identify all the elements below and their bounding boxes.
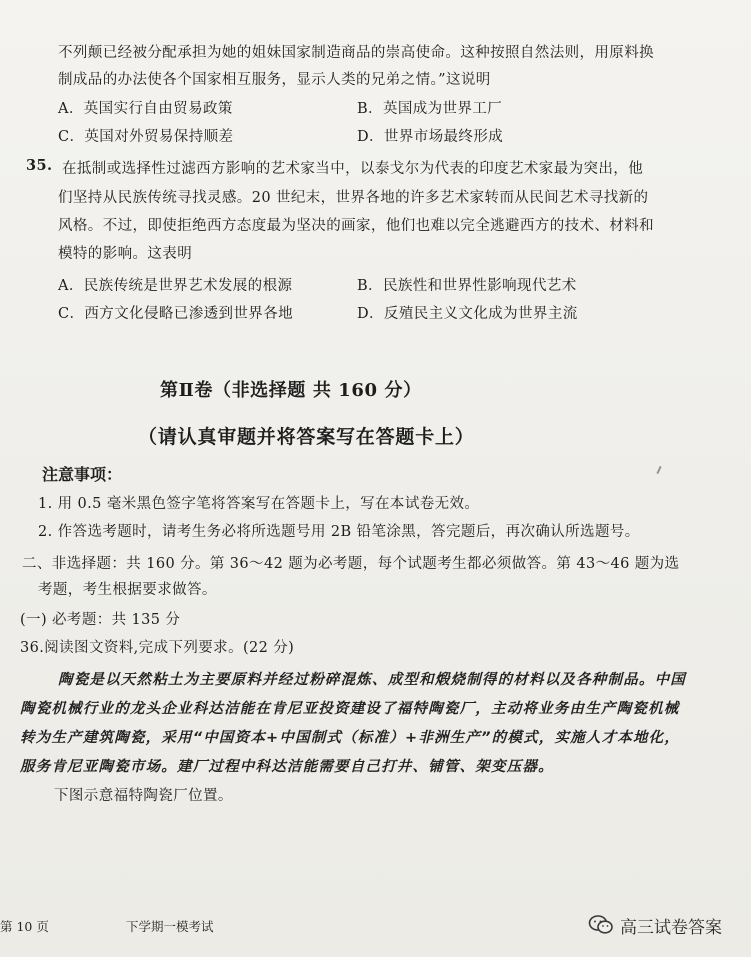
section-subtitle: （请认真审题并将答案写在答题卡上） [138, 426, 475, 448]
q35-option-c: C．西方文化侵略已渗透到世界各地 [58, 306, 293, 322]
q35-option-d: D．反殖民主义文化成为世界主流 [357, 306, 578, 322]
q35-number: 35. [26, 157, 53, 174]
part2-line2: 考题，考生根据要求做答。 [38, 582, 217, 598]
q35-text-line3: 风格。不过，即使拒绝西方态度最为坚决的画家，他们也难以完全逃避西方的技术、材料和 [58, 218, 654, 234]
q34-option-a: A．英国实行自由贸易政策 [58, 101, 233, 117]
section-title: 第Ⅱ卷（非选择题 共 160 分） [160, 380, 422, 401]
footer-exam-name: 下学期一模考试 [126, 919, 214, 934]
q36-passage-line4: 服务肯尼亚陶瓷市场。建厂过程中科达洁能需要自己打井、铺管、架变压器。 [20, 759, 554, 775]
watermark-text: 高三试卷答案 [620, 917, 722, 938]
q35-text-line4: 模特的影响。这表明 [58, 246, 193, 262]
q36-passage-line1: 陶瓷是以天然粘土为主要原料并经过粉碎混炼、成型和煅烧制得的材料以及各种制品。中国 [58, 672, 686, 688]
q36-heading: 36.阅读图文资料,完成下列要求。(22 分) [20, 640, 295, 656]
notice-item-2: 2. 作答选考题时，请考生务必将所选题号用 2B 铅笔涂黑，答完题后，再次确认所选题号。 [38, 524, 640, 540]
q34-text-line2: 制成品的办法使各个国家相互服务，显示人类的兄弟之情。”这说明 [58, 72, 491, 88]
required-section-heading: (一) 必考题：共 135 分 [20, 612, 181, 628]
wechat-icon [588, 914, 614, 936]
q34-option-b: B．英国成为世界工厂 [357, 101, 503, 117]
notice-heading: 注意事项： [42, 465, 123, 484]
q34-option-d: D．世界市场最终形成 [357, 129, 504, 145]
q34-text-line1: 不列颠已经被分配承担为她的姐妹国家制造商品的崇高使命。这种按照自然法则，用原料换 [58, 45, 654, 61]
q35-option-b: B．民族性和世界性影响现代艺术 [357, 278, 577, 294]
scan-mark [656, 466, 661, 474]
q36-figure-caption: 下图示意福特陶瓷厂位置。 [54, 788, 233, 804]
q35-text-line1: 在抵制或选择性过滤西方影响的艺术家当中，以泰戈尔为代表的印度艺术家最为突出，他 [62, 161, 644, 177]
q36-passage-line3: 转为生产建筑陶瓷，采用“中国资本+中国制式（标准）+非洲生产”的模式，实施人才本地化， [20, 730, 681, 746]
q36-passage-line2: 陶瓷机械行业的龙头企业科达洁能在肯尼亚投资建设了福特陶瓷厂，主动将业务由生产陶瓷机械 [20, 701, 680, 717]
footer-page-number: 第 10 页 [0, 919, 49, 934]
q35-option-a: A．民族传统是世界艺术发展的根源 [58, 278, 293, 294]
q35-text-line2: 们坚持从民族传统寻找灵感。20 世纪末，世界各地的许多艺术家转而从民间艺术寻找新的 [58, 190, 649, 206]
q34-option-c: C．英国对外贸易保持顺差 [58, 129, 234, 145]
watermark [588, 910, 748, 940]
part2-line1: 二、非选择题：共 160 分。第 36～42 题为必考题，每个试题考生都必须做答。第 43～46 题为选 [22, 556, 680, 572]
notice-item-1: 1. 用 0.5 毫米黑色签字笔将答案写在答题卡上，写在本试卷无效。 [38, 496, 480, 512]
